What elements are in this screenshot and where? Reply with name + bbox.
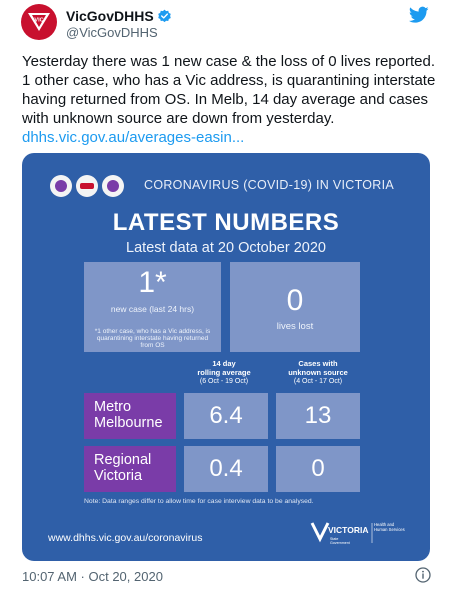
twitter-bird-icon[interactable] bbox=[409, 6, 429, 24]
col-head-line: Cases with bbox=[298, 359, 338, 368]
logo-text: VICTORIA bbox=[328, 525, 369, 535]
new-case-footnote: *1 other case, who has a Vic address, is quarantining interstate having returned from OS bbox=[94, 328, 211, 349]
card-subheadline: Latest data at 20 October 2020 bbox=[126, 240, 326, 256]
mask-icon bbox=[102, 175, 124, 197]
col-head-line: unknown source bbox=[288, 368, 348, 377]
lives-lost-value: 0 bbox=[286, 284, 304, 317]
region-line: Metro bbox=[94, 399, 132, 415]
card-kicker: CORONAVIRUS (COVID-19) IN VICTORIA bbox=[144, 178, 395, 192]
metro-unknown-value: 13 bbox=[276, 393, 360, 439]
avatar[interactable] bbox=[21, 4, 57, 40]
victoria-logo-icon bbox=[310, 519, 406, 547]
display-name[interactable]: VicGovDHHS bbox=[66, 8, 154, 24]
region-line: Melbourne bbox=[94, 415, 163, 431]
metro-average-value: 6.4 bbox=[184, 393, 268, 439]
distance-icon bbox=[76, 175, 98, 197]
tweet-timestamp[interactable]: 10:07 AM · Oct 20, 2020 bbox=[22, 569, 163, 584]
col-head-line: rolling average bbox=[197, 368, 251, 377]
regional-average-value: 0.4 bbox=[184, 446, 268, 492]
col-head-range: (4 Oct - 17 Oct) bbox=[293, 378, 343, 385]
hand-wash-icon bbox=[50, 175, 72, 197]
victoria-government-logo bbox=[310, 519, 406, 547]
region-metro-melbourne bbox=[84, 393, 176, 439]
vic-logo-icon bbox=[26, 9, 52, 35]
lives-lost-label: lives lost bbox=[276, 321, 314, 332]
verified-badge-icon bbox=[157, 9, 172, 24]
covid-numbers-card[interactable] bbox=[22, 153, 430, 561]
new-case-label: new case (last 24 hrs) bbox=[110, 304, 195, 314]
tweet-text bbox=[22, 52, 437, 147]
col-head-line: 14 day bbox=[212, 359, 236, 368]
regional-unknown-value: 0 bbox=[276, 446, 360, 492]
info-icon[interactable] bbox=[415, 567, 431, 583]
tweet-link[interactable]: dhhs.vic.gov.au/averages-easin... bbox=[22, 129, 245, 146]
col-head-rolling-average bbox=[184, 359, 264, 386]
region-line: Regional bbox=[94, 452, 152, 468]
tweet-body: Yesterday there was 1 new case & the loss of 0 lives reported. 1 other case, who has a Vic address, is quarantining interstate having returned from OS. In Melb, 14 day average and cases with unknown source are down from yesterday. bbox=[22, 53, 436, 127]
new-case-box bbox=[84, 262, 221, 352]
card-url: www.dhhs.vic.gov.au/coronavirus bbox=[48, 532, 203, 544]
logo-sub: Government bbox=[330, 541, 350, 545]
card-headline: LATEST NUMBERS bbox=[112, 209, 340, 236]
account-name[interactable] bbox=[66, 8, 172, 24]
account-handle[interactable]: @VicGovDHHS bbox=[66, 25, 158, 40]
region-line: Victoria bbox=[94, 468, 143, 484]
hygiene-icons bbox=[50, 175, 124, 197]
col-head-unknown-source bbox=[274, 359, 362, 386]
new-case-value: 1* bbox=[138, 266, 167, 299]
data-range-note: Note: Data ranges differ to allow time for case interview data to be analysed. bbox=[84, 498, 314, 505]
svg-text:VIC: VIC bbox=[34, 17, 44, 24]
region-regional-victoria bbox=[84, 446, 176, 492]
col-head-range: (6 Oct - 19 Oct) bbox=[199, 378, 249, 385]
logo-dept: Health and Human Services bbox=[374, 522, 405, 532]
logo-sub: State bbox=[330, 537, 339, 541]
lives-lost-box bbox=[230, 262, 360, 352]
